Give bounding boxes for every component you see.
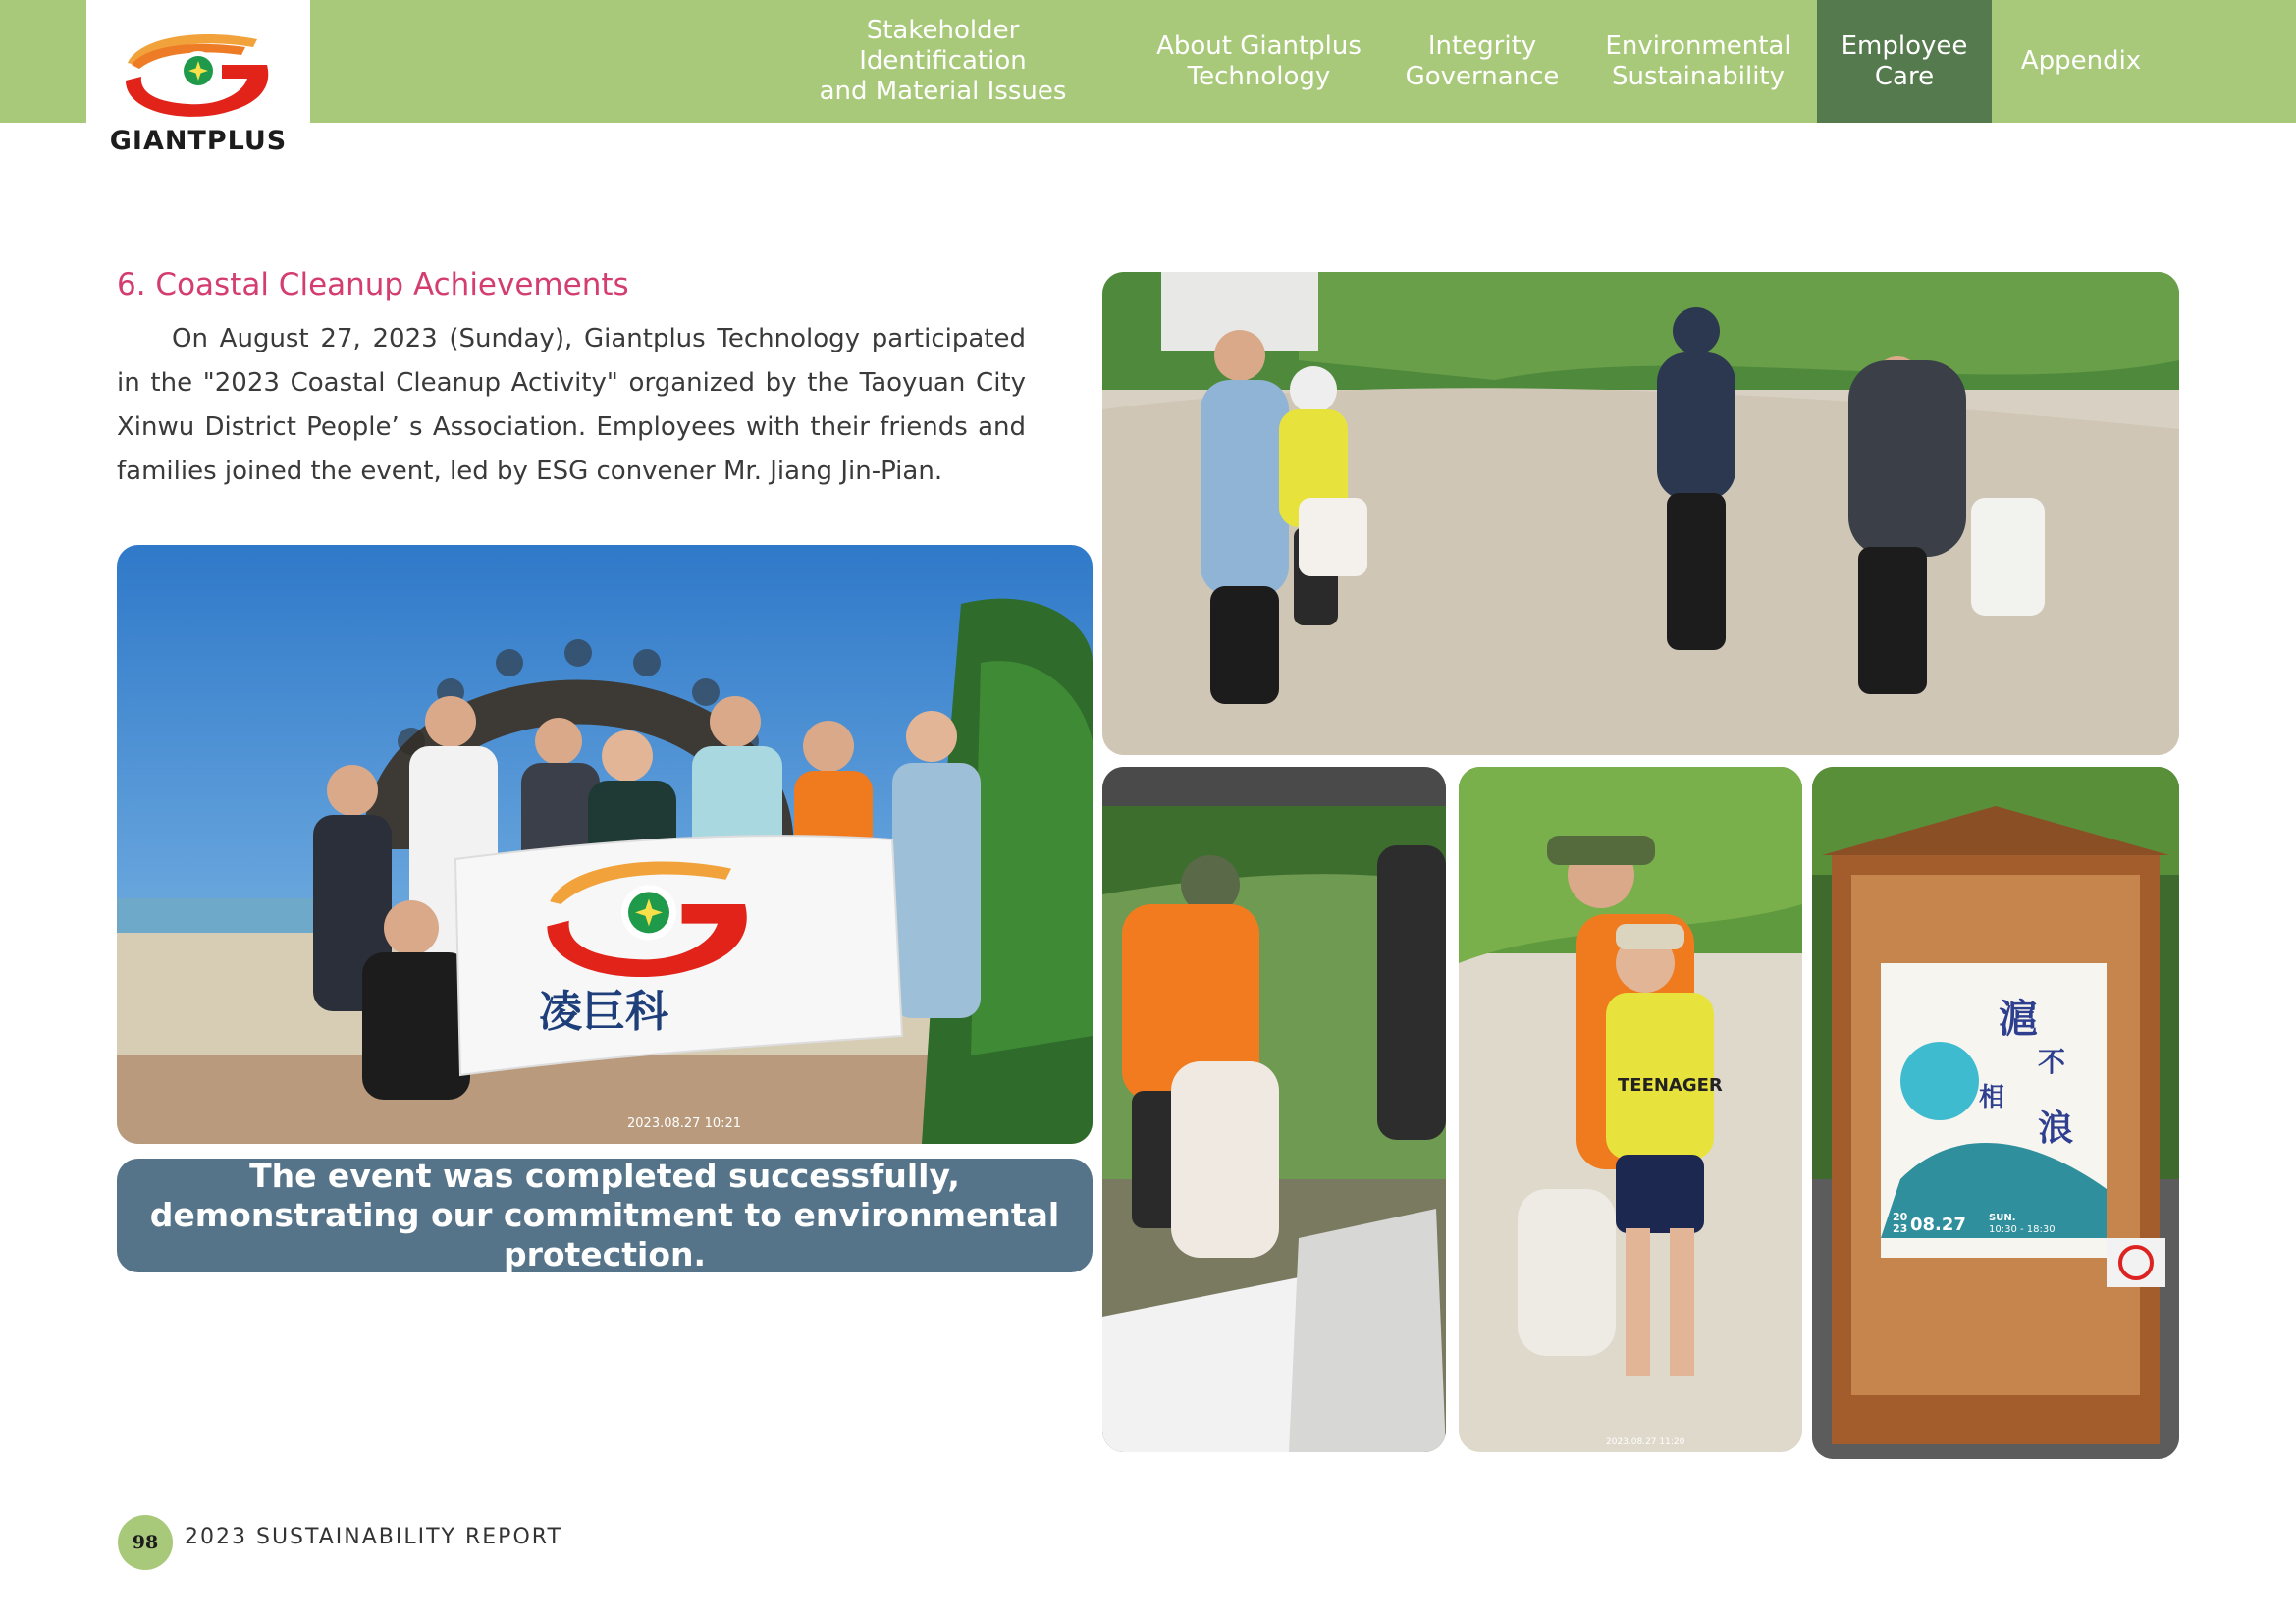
nav-tab-label: Sustainability xyxy=(1611,61,1786,91)
nav-tab-label: Integrity xyxy=(1427,30,1537,61)
section-intro: On August 27, 2023 (Sunday), Giantplus Technology participated in the "2023 Coastal Cleanup Activity" organized by the Taoyuan City Xinwu District People’ s Association. Employees with their friends and families joined the event, led by ESG convener Mr. Jiang Jin-Pian. xyxy=(117,324,1026,486)
nav-tab-integrity[interactable] xyxy=(1394,0,1571,123)
beach-cleanup-photo xyxy=(1102,272,2179,755)
nav-tab-label: Stakeholder Identification xyxy=(859,16,1027,76)
shirt-text: TEENAGER xyxy=(1618,1075,1723,1096)
nav-tab-environmental[interactable] xyxy=(1590,0,1806,123)
nav-tab-about[interactable] xyxy=(1139,0,1379,123)
nav-tab-label: Technology xyxy=(1187,61,1331,91)
poster-day: SUN. xyxy=(1989,1213,2016,1223)
child-with-sack-photo xyxy=(1459,767,1802,1452)
caption-box xyxy=(117,1159,1093,1272)
brand-name: GIANTPLUS xyxy=(109,126,288,156)
nav-tab-label: Appendix xyxy=(2020,46,2142,76)
nav-tab-label: Care xyxy=(1874,61,1935,91)
nav-tab-label: About Giantplus xyxy=(1156,30,1362,61)
nav-tab-label: Governance xyxy=(1405,61,1560,91)
nav-tab-stakeholder[interactable] xyxy=(783,0,1102,123)
page-number: 98 xyxy=(118,1515,173,1570)
brand-logo[interactable] xyxy=(86,0,310,165)
tent-sorting-photo xyxy=(1102,767,1446,1452)
caption-text: The event was completed successfully, demonstrating our commitment to environmental protection. xyxy=(149,1157,1060,1273)
poster-year-bottom: 23 xyxy=(1893,1222,1908,1235)
poster-char-2: 不 xyxy=(2038,1046,2066,1078)
poster-char-1: 滬 xyxy=(1999,997,2038,1042)
nav-tab-employee-care[interactable] xyxy=(1817,0,1992,123)
poster-date: 08.27 xyxy=(1910,1215,1966,1235)
nav-tab-label: Employee xyxy=(1841,30,1968,61)
poster-time: 10:30 - 18:30 xyxy=(1989,1224,2056,1235)
event-poster-photo xyxy=(1812,767,2179,1459)
section-title: 6. Coastal Cleanup Achievements xyxy=(117,267,629,302)
nav-tab-appendix[interactable] xyxy=(2002,0,2160,123)
nav-tab-label: Environmental xyxy=(1605,30,1791,61)
flag-text: 凌巨科 xyxy=(539,987,668,1037)
poster-char-3: 相 xyxy=(1979,1083,2005,1112)
poster-char-4: 浪 xyxy=(2038,1109,2074,1149)
sack-timestamp: 2023.08.27 11:20 xyxy=(1606,1437,1685,1447)
report-title: 2023 SUSTAINABILITY REPORT xyxy=(185,1525,562,1549)
giantplus-logo-icon xyxy=(120,26,277,124)
group-photo-timestamp: 2023.08.27 10:21 xyxy=(627,1116,742,1131)
poster-year-top: 20 xyxy=(1893,1211,1908,1223)
nav-tab-label: and Material Issues xyxy=(819,77,1067,106)
group-photo xyxy=(117,545,1093,1144)
